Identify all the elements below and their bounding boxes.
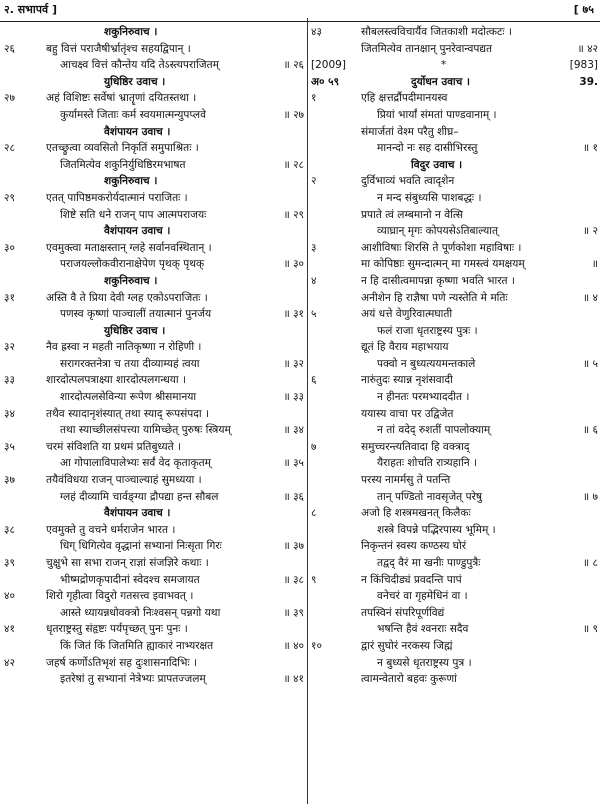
- verse-text: अनीशेन हि राज्ञैषा पणे न्यस्तेति मे मतिः: [361, 291, 508, 304]
- reference-line: [311, 57, 598, 74]
- verse-text: संमार्जतां वेश्म परैतु शीघ्र–: [361, 125, 459, 138]
- verse-line: [4, 522, 304, 539]
- verse-line: [311, 572, 598, 589]
- verse-number: ४१: [4, 623, 15, 636]
- chap-right: 39.: [579, 75, 598, 88]
- verse-number: ३: [311, 241, 317, 254]
- verse-number: ४: [311, 274, 317, 287]
- verse-line: [311, 173, 598, 190]
- verse-line: [4, 422, 304, 439]
- verse-line: [311, 24, 598, 41]
- verse-end-marker: ॥ ३४: [283, 424, 304, 437]
- verse-text: निकृन्तनं स्वस्य कण्ठस्य घोरं: [361, 540, 467, 553]
- verse-line: [311, 190, 598, 207]
- verse-number: १०: [311, 639, 322, 652]
- verse-text: तपस्विनं संपरिपूर्णविद्यं: [361, 606, 445, 619]
- verse-text: एवमुक्त्वा मताक्षस्तान् ग्लहे सर्वानवस्थितान् ।: [46, 241, 212, 254]
- verse-line: [4, 605, 304, 622]
- verse-line: [311, 538, 598, 555]
- verse-text: तान् पण्डितो नावसृजेत् परेषु: [377, 490, 483, 503]
- chap-mid: दुर्योधन उवाच ।: [411, 75, 470, 88]
- verse-text: त्वामन्वेतारो बहवः कुरूणां: [361, 673, 457, 686]
- verse-number: ३५: [4, 440, 15, 453]
- verse-text: पक्वो न बुध्यत्ययमन्तकाले: [377, 357, 476, 370]
- verse-line: [4, 290, 304, 307]
- verse-text: जितमित्येव शकुनिर्युधिष्ठिरमभाषत: [60, 158, 186, 171]
- verse-number: २६: [4, 42, 15, 55]
- verse-number: ३३: [4, 374, 15, 387]
- verse-text: शिष्टे सति धने राजन् पाप आत्मपराजयः: [60, 208, 207, 221]
- verse-line: [311, 356, 598, 373]
- speaker-label: युधिष्ठिर उवाच ।: [104, 75, 166, 88]
- verse-text: तयैवंविधया राजन् पाञ्चाल्याहं सुमध्यया ।: [46, 474, 202, 487]
- verse-number: ८: [311, 507, 317, 520]
- verse-line: [311, 273, 598, 290]
- verse-text: आस्ते ध्यायन्नधोवक्त्रो निःश्वसन् पन्नगो यथा: [60, 606, 221, 619]
- verse-number: २८: [4, 142, 15, 155]
- verse-line: [4, 406, 304, 423]
- verse-text: पराजयल्लोकवीरानाक्षेपेण पृथक् पृथक्: [60, 258, 205, 271]
- speaker-heading: [4, 323, 304, 340]
- verse-end-marker: ॥ २७: [283, 108, 304, 121]
- verse-end-marker: ॥ ३८: [283, 573, 304, 586]
- speaker-label: शकुनिरुवाच ।: [104, 26, 158, 38]
- verse-line: [311, 455, 598, 472]
- verse-text: भषन्ति हैवं श्वनराः सदैव: [377, 623, 469, 636]
- verse-line: [4, 389, 304, 406]
- verse-text: आचक्ष्व वित्तं कौन्तेय यदि तेऽस्त्यपराजितम्: [60, 59, 219, 72]
- verse-line: [311, 588, 598, 605]
- verse-end-marker: ॥ ३०: [283, 258, 304, 271]
- verse-text: तद्वद् वैरं मा खनीः पाण्डुपुत्रैः: [377, 557, 481, 569]
- verse-end-marker: ॥ ३२: [283, 357, 304, 370]
- verse-line: [311, 389, 598, 406]
- verse-line: [4, 372, 304, 389]
- verse-line: [311, 240, 598, 257]
- verse-line: [4, 572, 304, 589]
- verse-end-marker: ॥ ५: [582, 357, 598, 370]
- verse-number: ९: [311, 573, 317, 586]
- speaker-heading: [4, 74, 304, 91]
- verse-end-marker: ॥ ३१: [283, 308, 304, 321]
- speaker-label: शकुनिरुवाच ।: [104, 274, 158, 287]
- verse-end-marker: ॥ ८: [582, 557, 598, 569]
- verse-line: [4, 90, 304, 107]
- verse-end-marker: ॥ ४०: [283, 639, 304, 652]
- verse-line: [311, 107, 598, 124]
- verse-text: न किंचिदीड्यं प्रवदन्ति पापं: [361, 573, 462, 586]
- left-column: [4, 24, 304, 688]
- verse-text: बहु वित्तं पराजैषीर्भ्रातृंश्च सहयद्विपान् ।: [46, 42, 191, 55]
- verse-line: [4, 190, 304, 207]
- verse-number: ३४: [4, 407, 15, 420]
- verse-text: शस्त्रे विपन्ने पद्भिरपास्य भूमिम् ।: [377, 523, 496, 536]
- verse-line: [311, 90, 598, 107]
- verse-line: [311, 406, 598, 423]
- verse-number: २: [311, 175, 317, 188]
- speaker-heading: [4, 223, 304, 240]
- verse-line: [311, 671, 598, 688]
- verse-text: फलं राजा धृतराष्ट्रस्य पुत्रः ।: [377, 324, 478, 337]
- right-column: [311, 24, 598, 688]
- verse-end-marker: ॥ २: [582, 225, 598, 238]
- verse-text: शारदोत्पलसेविन्या रूपेण श्रीसमानया: [60, 391, 197, 404]
- speaker-heading: [4, 505, 304, 522]
- verse-number: ३२: [4, 341, 15, 354]
- verse-number: ४०: [4, 590, 15, 603]
- verse-line: [4, 555, 304, 572]
- verse-line: [4, 140, 304, 157]
- verse-line: [311, 472, 598, 489]
- verse-text: न तां वदेद् रुशतीं पापलोक्याम्: [377, 424, 491, 437]
- verse-text: प्रियां भार्यां संमतां पाण्डवानाम् ।: [377, 108, 497, 121]
- speaker-label: शकुनिरुवाच ।: [104, 175, 158, 188]
- verse-line: [4, 107, 304, 124]
- verse-text: यैराहतः शोचति रात्र्यहानि ।: [377, 457, 478, 470]
- chap-left: अ० ५९: [311, 75, 340, 88]
- verse-text: आशीविषाः शिरसि ते पूर्णकोशा महाविषाः ।: [361, 241, 522, 254]
- verse-text: मानन्दो नः सह दासीभिरस्तु: [377, 142, 478, 155]
- chapter-heading: [311, 74, 598, 91]
- verse-end-marker: ॥ ३३: [283, 391, 304, 404]
- verse-line: [311, 505, 598, 522]
- verse-line: [311, 621, 598, 638]
- verse-line: [311, 655, 598, 672]
- verse-number: १: [311, 92, 317, 105]
- verse-line: [4, 240, 304, 257]
- verse-line: [311, 207, 598, 224]
- speaker-heading: [4, 24, 304, 41]
- verse-text: नैव ह्रस्वा न महती नातिकृष्णा न रोहिणी ।: [46, 341, 202, 354]
- verse-end-marker: ॥ १: [582, 142, 598, 155]
- verse-end-marker: ॥ ३६: [283, 490, 304, 503]
- verse-number: ३९: [4, 557, 15, 569]
- verse-text: भीष्मद्रोणकृपादीनां स्वेदश्च समजायत: [60, 573, 200, 586]
- verse-end-marker: ॥ ७: [582, 490, 598, 503]
- verse-text: एवमुक्ते तु वचने धर्मराजेन भारत ।: [46, 523, 176, 536]
- verse-text: किं जितं किं जितमिति ह्याकारं नाभ्यरक्षत: [60, 639, 214, 652]
- verse-end-marker: ॥ ९: [582, 623, 598, 636]
- verse-text: शिरो गृहीत्वा विदुरो गतसत्त्व इवाभवत् ।: [46, 590, 194, 603]
- running-header-left: २. सभापर्व ]: [4, 3, 57, 16]
- verse-line: [311, 555, 598, 572]
- verse-text: इतरेषां तु सभ्यानां नेत्रेभ्यः प्रापतज्जलम्: [60, 673, 206, 686]
- verse-line: [4, 588, 304, 605]
- verse-end-marker: ॥ २८: [283, 158, 304, 171]
- verse-text: चुक्षुभे सा सभा राजन् राज्ञां संजज्ञिरे कथाः ।: [46, 557, 209, 569]
- verse-end-marker: ॥ ४१: [283, 673, 304, 686]
- verse-end-marker: ॥ ६: [582, 424, 598, 437]
- verse-end-marker: ॥ २६: [283, 59, 304, 72]
- verse-text: ययास्य वाचा पर उद्विजेत: [361, 407, 454, 420]
- verse-line: [311, 605, 598, 622]
- verse-number: ५: [311, 308, 317, 321]
- verse-line: [4, 671, 304, 688]
- verse-text: द्वारं सुघोरं नरकस्य जिह्मं: [361, 639, 453, 652]
- verse-text: प्रपाते त्वं लम्बमानो न वेत्सि: [361, 208, 464, 221]
- verse-text: अयं धत्ते वेणुरिवात्मघाती: [361, 308, 453, 321]
- verse-line: [311, 290, 598, 307]
- verse-text: कुर्यामस्ते जिताः कर्म स्वयमात्मन्युपप्लवे: [60, 108, 206, 121]
- verse-line: [311, 638, 598, 655]
- verse-text: शारदोत्पलपत्राक्ष्या शारदोत्पलगन्धया ।: [46, 374, 187, 387]
- verse-text: मा कोपिष्ठाः सुमन्दात्मन् मा गमस्त्वं यमक्षयम्: [361, 258, 525, 271]
- verse-text: आ गोपालाविपालेभ्यः सर्वं वेद कृताकृतम्: [60, 457, 211, 470]
- verse-line: [4, 41, 304, 58]
- verse-line: [4, 489, 304, 506]
- verse-text: चरमं संविशति या प्रथमं प्रतिबुध्यते ।: [46, 440, 182, 453]
- verse-text: न मन्द संबुध्यसि पाशबद्धः ।: [377, 191, 482, 204]
- verse-number: ३०: [4, 241, 15, 254]
- verse-text: न बुध्यसे धृतराष्ट्रस्य पुत्र ।: [377, 656, 472, 669]
- verse-end-marker: ॥ ३५: [283, 457, 304, 470]
- verse-text: सौबलस्त्वविचार्यैव जितकाशी मदोत्कटः ।: [361, 26, 512, 38]
- verse-text: व्याघ्रान् मृगः कोपयसेऽतिबाल्यात्: [377, 225, 499, 238]
- verse-line: [4, 157, 304, 174]
- verse-line: [311, 140, 598, 157]
- verse-text: एहि क्षत्तर्द्रौपदीमानयस्व: [361, 92, 448, 105]
- verse-text: परस्य नामर्मसु ते पतन्ति: [361, 474, 451, 487]
- speaker-label: वैशंपायन उवाच ।: [104, 125, 171, 138]
- column-divider: [307, 18, 308, 804]
- speaker-label: वैशंपायन उवाच ।: [104, 507, 171, 520]
- verse-line: [4, 57, 304, 74]
- verse-number: ६: [311, 374, 317, 387]
- verse-text: न हीनतः परमभ्याददीत ।: [377, 391, 470, 404]
- header-rule: [0, 21, 600, 22]
- verse-number: ३७: [4, 474, 15, 487]
- verse-text: ग्लहं दीव्यामि चार्वङ्ग्या द्रौपद्या हन्त सौबल: [60, 490, 219, 503]
- verse-line: [4, 339, 304, 356]
- speaker-label: युधिष्ठिर उवाच ।: [104, 324, 166, 337]
- verse-line: [4, 472, 304, 489]
- verse-line: [311, 41, 598, 58]
- verse-line: [311, 489, 598, 506]
- page-number: [ ७५: [573, 3, 594, 16]
- verse-line: [311, 372, 598, 389]
- verse-line: [4, 356, 304, 373]
- verse-line: [311, 223, 598, 240]
- verse-text: दुर्विभाव्यं भवति त्वादृशेन: [361, 175, 455, 188]
- speaker-heading: [4, 173, 304, 190]
- speaker-heading: [4, 273, 304, 290]
- verse-text: धृतराष्ट्रस्तु संहृष्टः पर्यपृच्छत् पुनः पुनः ।: [46, 623, 188, 636]
- verse-line: [4, 207, 304, 224]
- verse-line: [311, 439, 598, 456]
- meta-left: [2009]: [311, 59, 346, 72]
- verse-number: ७: [311, 440, 317, 453]
- verse-text: वनेचरं वा गृहमेधिनं वा ।: [377, 590, 468, 603]
- verse-end-marker: ॥ २९: [283, 208, 304, 221]
- verse-text: अजो हि शस्त्रमखनत् किलैकः: [361, 507, 471, 520]
- verse-line: [4, 655, 304, 672]
- meta-right: [983]: [569, 59, 598, 72]
- verse-line: [311, 306, 598, 323]
- speaker-heading: [311, 157, 598, 174]
- verse-text: न हि दासीत्वमापन्ना कृष्णा भवति भारत ।: [361, 274, 515, 287]
- verse-end-marker: ॥ ४: [582, 291, 598, 304]
- verse-end-marker: ॥ ४२: [577, 42, 598, 55]
- verse-line: [4, 306, 304, 323]
- verse-text: जितमित्येव तानक्षान् पुनरेवान्वपद्यत: [361, 42, 493, 55]
- verse-number: ३८: [4, 523, 15, 536]
- verse-end-marker: ॥ ३९: [283, 606, 304, 619]
- verse-text: जहर्ष कर्णोऽतिभृशं सह दुःशासनादिभिः ।: [46, 656, 197, 669]
- verse-text: समुच्चरन्त्यतिवादा हि वक्त्राद्: [361, 440, 470, 453]
- verse-text: अस्ति वै ते प्रिया देवी ग्लह एकोऽपराजितः ।: [46, 291, 208, 304]
- meta-mid: *: [441, 59, 447, 72]
- verse-end-marker: ॥ ३७: [283, 540, 304, 553]
- verse-text: सरागरक्तनेत्रा च तया दीव्याम्यहं त्वया: [60, 357, 200, 370]
- verse-text: द्यूतं हि वैराय महाभयाय: [361, 341, 449, 354]
- verse-line: [4, 455, 304, 472]
- verse-text: एतच्छ्रुत्वा व्यवसितो निकृतिं समुपाश्रितः ।: [46, 142, 199, 155]
- speaker-label: विदुर उवाच ।: [411, 158, 463, 171]
- verse-text: पणस्व कृष्णां पाञ्चालीं तयात्मानं पुनर्जय: [60, 308, 212, 321]
- verse-line: [4, 439, 304, 456]
- verse-text: एतत् पापिष्ठमकरोर्यदात्मानं पराजितः ।: [46, 191, 188, 204]
- verse-line: [4, 621, 304, 638]
- verse-number: २९: [4, 191, 15, 204]
- verse-number: ४३: [311, 26, 322, 38]
- verse-line: [311, 422, 598, 439]
- verse-text: अहं विशिष्टः सर्वेषां भ्रातॄणां दयितस्तथा ।: [46, 92, 197, 105]
- verse-number: २७: [4, 92, 15, 105]
- verse-line: [4, 638, 304, 655]
- verse-line: [311, 124, 598, 141]
- verse-line: [4, 256, 304, 273]
- speaker-label: वैशंपायन उवाच ।: [104, 225, 171, 238]
- verse-number: ३१: [4, 291, 15, 304]
- verse-text: तथा स्याच्छीलसंपत्त्या यामिच्छेत् पुरुषः स्त्रियम्: [60, 424, 231, 437]
- verse-line: [311, 522, 598, 539]
- verse-end-marker: ॥: [591, 258, 598, 271]
- verse-line: [4, 538, 304, 555]
- speaker-heading: [4, 124, 304, 141]
- verse-text: धिग् धिगित्येव वृद्धानां सभ्यानां निःसृता गिरः: [60, 540, 222, 553]
- verse-number: ४२: [4, 656, 15, 669]
- verse-line: [311, 339, 598, 356]
- verse-line: [311, 323, 598, 340]
- verse-line: [311, 256, 598, 273]
- verse-text: तथैव स्यादानृशंस्यात् तथा स्याद् रूपसंपदा ।: [46, 407, 210, 420]
- verse-text: नारुंतुदः स्यान्न नृशंसवादी: [361, 374, 453, 387]
